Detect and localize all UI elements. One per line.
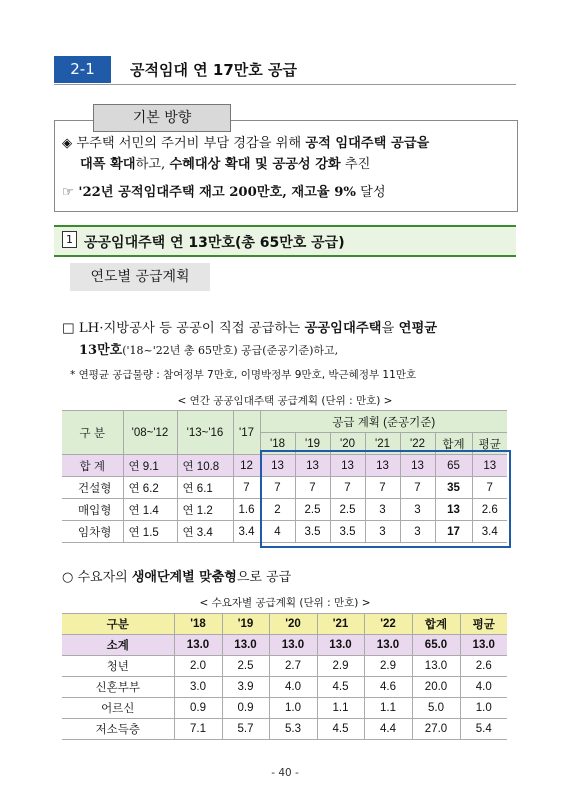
table-cell: 1.0: [269, 698, 317, 719]
circle-bullet-icon: ○: [62, 570, 74, 585]
table-cell: 4.6: [364, 677, 412, 698]
table-cell: 연 1.2: [177, 499, 233, 521]
table-cell: 5.0: [412, 698, 460, 719]
table-cell: 5.4: [460, 719, 507, 740]
plan-highlight-box: [260, 450, 511, 548]
diamond-bullet-icon: ◈: [62, 136, 73, 151]
table-2-header-cell: 합계: [412, 614, 460, 635]
table-1-header-row: [62, 411, 507, 433]
table-cell: 0.9: [174, 698, 222, 719]
table-1-head-period-2: '13~'16: [177, 411, 233, 455]
paragraph-1-text-b: 공공임대주택: [304, 321, 382, 336]
table-cell: 소계: [62, 635, 174, 656]
table-1-year: '18: [260, 433, 295, 455]
table-cell: 어르신: [62, 698, 174, 719]
table-row: [62, 656, 507, 677]
table-cell: 2.9: [364, 656, 412, 677]
subheading-title: 공공임대주택 연 13만호(총 65만호 공급): [84, 235, 345, 251]
table-2-header-cell: 구분: [62, 614, 174, 635]
table-cell: 건설형: [62, 477, 123, 499]
table-cell: 3.9: [222, 677, 269, 698]
table-cell: 저소득층: [62, 719, 174, 740]
direction-item-1-text-c: 대폭 확대: [80, 157, 136, 172]
table-cell: 3: [400, 521, 435, 543]
direction-item-2: [62, 182, 386, 203]
direction-item-1-line-1: [62, 133, 429, 154]
table-2-header-row: [62, 614, 507, 635]
table-cell: 4.5: [317, 677, 364, 698]
table-cell: 2.0: [174, 656, 222, 677]
table-cell: 13.0: [317, 635, 364, 656]
paragraph-1-text-a: LH·지방공사 등 공공이 직접 공급하는: [78, 321, 305, 336]
paragraph-2: [62, 566, 291, 585]
table-cell: 연 9.1: [123, 455, 177, 477]
table-cell: 연 10.8: [177, 455, 233, 477]
table-cell: 13.0: [412, 656, 460, 677]
table-2-header-cell: '20: [269, 614, 317, 635]
table-cell: 2.5: [330, 499, 365, 521]
table-cell: 2.6: [472, 499, 507, 521]
table-row: [62, 698, 507, 719]
table-cell: 7.1: [174, 719, 222, 740]
table-1-year: '20: [330, 433, 365, 455]
table-cell: 1.1: [317, 698, 364, 719]
table-1-head-plan: 공급 계획 (준공기준): [260, 411, 507, 433]
table-cell: 13: [260, 455, 295, 477]
direction-item-2-text-a: '22년 공적임대주택 재고 200만호, 재고율 9%: [73, 185, 356, 200]
table-cell: 1.1: [364, 698, 412, 719]
table-cell: 3: [400, 499, 435, 521]
direction-item-1-text-e: 수혜대상 확대 및 공공성 강화: [169, 157, 341, 172]
table-cell: 65: [435, 455, 472, 477]
direction-item-1-text-d: 하고,: [135, 157, 170, 172]
table-cell: 13.0: [364, 635, 412, 656]
paragraph-2-text-a: 수요자의: [77, 570, 132, 585]
table-cell: 7: [472, 477, 507, 499]
table-cell: 13: [472, 455, 507, 477]
table-cell: 3.0: [174, 677, 222, 698]
table-cell: 27.0: [412, 719, 460, 740]
table-cell: 3: [365, 499, 400, 521]
table-1-year: 평균: [472, 433, 507, 455]
table-cell: 13.0: [269, 635, 317, 656]
table-2-header-cell: '21: [317, 614, 364, 635]
table-cell: 3: [365, 521, 400, 543]
table-2-caption: < 수요자별 공급계획 (단위 : 만호) >: [199, 597, 371, 609]
table-1-head-period-1: '08~'12: [123, 411, 177, 455]
table-cell: 매입형: [62, 499, 123, 521]
table-cell: 12: [233, 455, 260, 477]
table-cell: 합 계: [62, 455, 123, 477]
table-cell: 연 6.2: [123, 477, 177, 499]
plan-label: 연도별 공급계획: [70, 263, 210, 291]
table-cell: 7: [365, 477, 400, 499]
table-cell: 13: [365, 455, 400, 477]
table-cell: 2.7: [269, 656, 317, 677]
table-cell: 0.9: [222, 698, 269, 719]
table-cell: 청년: [62, 656, 174, 677]
table-cell: 7: [260, 477, 295, 499]
table-cell: 연 1.5: [123, 521, 177, 543]
table-cell: 4: [260, 521, 295, 543]
paragraph-1-line-2: [79, 339, 338, 358]
table-cell: 연 3.4: [177, 521, 233, 543]
table-cell: 13.0: [222, 635, 269, 656]
square-bullet-icon: □: [62, 321, 75, 336]
subheading-number: 1: [62, 231, 77, 248]
table-cell: 1.0: [460, 698, 507, 719]
table-cell: 7: [295, 477, 330, 499]
supply-note: * 연평균 공급물량 : 참여정부 7만호, 이명박정부 9만호, 박근혜정부 11만호: [70, 369, 417, 381]
table-2-header-cell: '22: [364, 614, 412, 635]
table-cell: 2.5: [222, 656, 269, 677]
table-cell: 4.0: [460, 677, 507, 698]
table-cell: 13: [295, 455, 330, 477]
table-1-head-gubun: 구 분: [62, 411, 123, 455]
table-cell: 신혼부부: [62, 677, 174, 698]
section-number: 2-1: [54, 56, 111, 83]
table-2-header-cell: '19: [222, 614, 269, 635]
table-cell: 3.4: [233, 521, 260, 543]
paragraph-1-text-c: 을: [381, 321, 399, 336]
table-1-year: '22: [400, 433, 435, 455]
table-row: [62, 677, 507, 698]
paragraph-1-text-e: 13만호: [79, 343, 123, 358]
paragraph-1-text-d: 연평균: [398, 321, 438, 336]
paragraph-1-line-1: [62, 317, 437, 336]
pointing-hand-icon: ☞: [62, 185, 74, 200]
table-cell: 5.7: [222, 719, 269, 740]
table-cell: 13.0: [460, 635, 507, 656]
table-cell: 5.3: [269, 719, 317, 740]
section-title: 공적임대 연 17만호 공급: [130, 61, 297, 79]
table-cell: 35: [435, 477, 472, 499]
direction-item-1-line-2: [80, 154, 370, 175]
table-cell: 13: [330, 455, 365, 477]
table-cell: 4.5: [317, 719, 364, 740]
table-row: [62, 719, 507, 740]
table-cell: 65.0: [412, 635, 460, 656]
table-cell: 3.5: [330, 521, 365, 543]
table-cell: 3.5: [295, 521, 330, 543]
page-number: - 40 -: [271, 767, 299, 779]
table-1-year: '19: [295, 433, 330, 455]
table-cell: 13.0: [174, 635, 222, 656]
table-cell: 2.6: [460, 656, 507, 677]
direction-item-2-text-b: 달성: [355, 185, 386, 200]
table-cell: 4.0: [269, 677, 317, 698]
table-cell: 7: [400, 477, 435, 499]
table-2-header-cell: '18: [174, 614, 222, 635]
paragraph-1-text-f: ('18~'22년 총 65만호) 공급(준공기준)하고,: [122, 344, 339, 357]
table-cell: 17: [435, 521, 472, 543]
table-1-year: '21: [365, 433, 400, 455]
table-cell: 2.9: [317, 656, 364, 677]
table-row: [62, 635, 507, 656]
table-cell: 20.0: [412, 677, 460, 698]
table-cell: 3.4: [472, 521, 507, 543]
direction-item-1-text-b: 공적 임대주택 공급을: [305, 136, 430, 151]
table-cell: 2.5: [295, 499, 330, 521]
paragraph-2-text-b: 생애단계별 맞춤형: [131, 570, 237, 585]
direction-item-1-text-f: 추진: [340, 157, 371, 172]
demand-supply-table: [62, 613, 507, 740]
table-cell: 4.4: [364, 719, 412, 740]
table-cell: 13: [400, 455, 435, 477]
table-cell: 2: [260, 499, 295, 521]
table-cell: 임차형: [62, 521, 123, 543]
table-cell: 1.6: [233, 499, 260, 521]
paragraph-2-text-c: 으로 공급: [236, 570, 292, 585]
table-cell: 연 1.4: [123, 499, 177, 521]
section-underline: [54, 84, 516, 85]
table-2-header-cell: 평균: [460, 614, 507, 635]
table-1-head-period-3: '17: [233, 411, 260, 455]
table-cell: 연 6.1: [177, 477, 233, 499]
table-cell: 7: [233, 477, 260, 499]
table-cell: 7: [330, 477, 365, 499]
direction-label: 기본 방향: [93, 104, 231, 132]
table-1-caption: < 연간 공공임대주택 공급계획 (단위 : 만호) >: [177, 395, 393, 407]
table-cell: 13: [435, 499, 472, 521]
table-1-year: 합계: [435, 433, 472, 455]
direction-item-1-text-a: 무주택 서민의 주거비 부담 경감을 위해: [76, 136, 306, 151]
